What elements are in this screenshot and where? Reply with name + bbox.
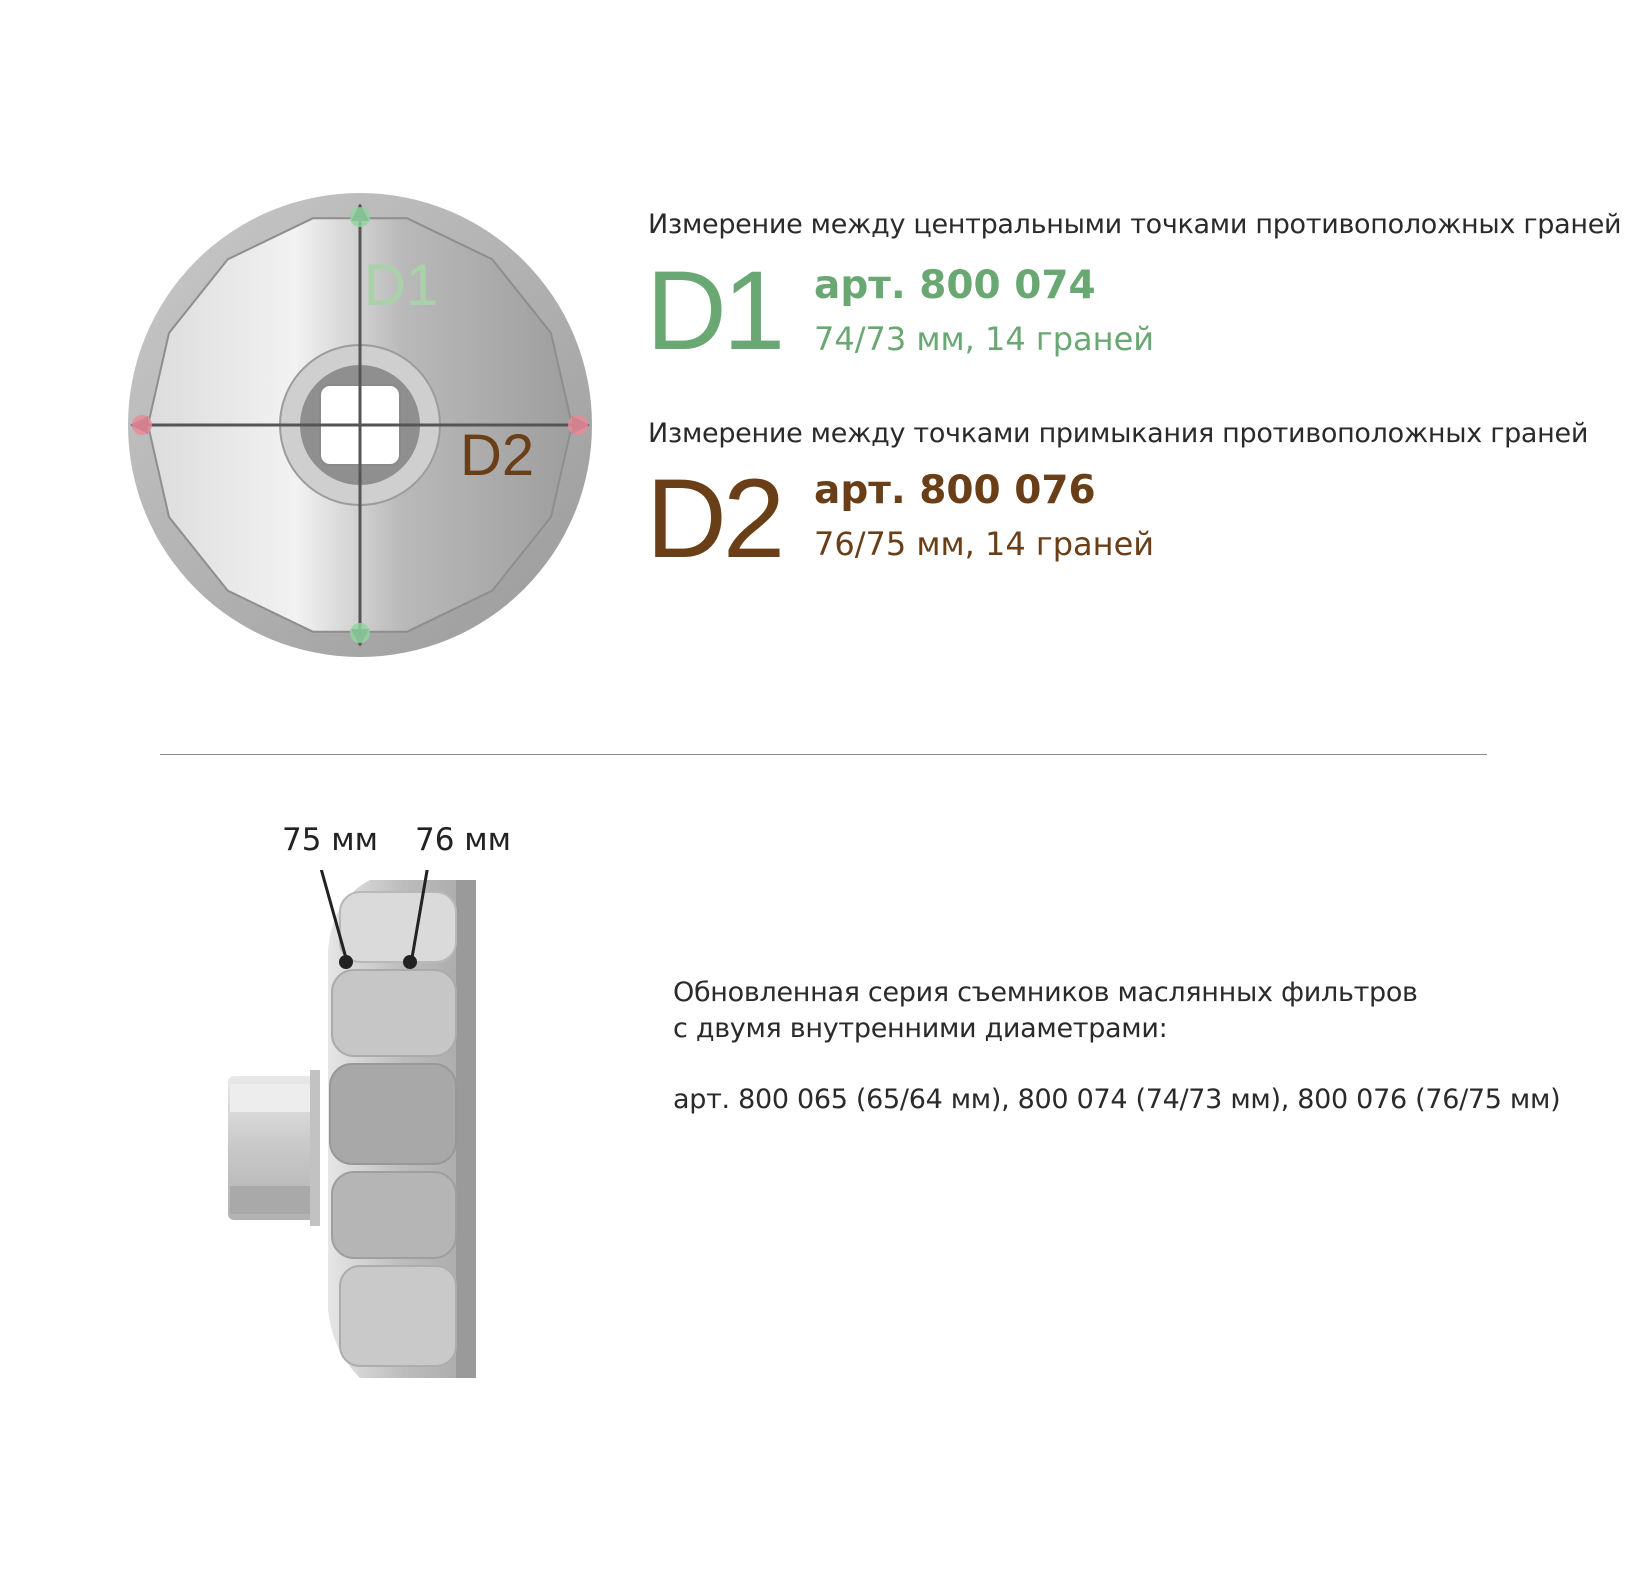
flute-3 bbox=[330, 1064, 456, 1164]
d1-point-top bbox=[350, 207, 370, 227]
label-76mm: 76 мм bbox=[415, 822, 512, 858]
d1-big-letter: D1 bbox=[646, 248, 782, 373]
d2-point-left bbox=[132, 415, 152, 435]
filter-wrench-face-diagram bbox=[120, 185, 600, 665]
flute-1 bbox=[340, 892, 456, 962]
point-75mm bbox=[339, 955, 353, 969]
point-76mm bbox=[403, 955, 417, 969]
d2-diagram-label: D2 bbox=[460, 423, 535, 488]
section-divider bbox=[160, 754, 1487, 755]
d1-diagram-label: D1 bbox=[364, 253, 439, 318]
flute-5 bbox=[340, 1266, 456, 1366]
label-75mm: 75 мм bbox=[282, 822, 379, 858]
d2-point-right bbox=[568, 415, 588, 435]
d2-article: арт. 800 076 bbox=[814, 468, 1096, 513]
info-line-2: с двумя внутренними диаметрами: bbox=[673, 1013, 1168, 1044]
hex-collar bbox=[310, 1070, 320, 1226]
d2-big-letter: D2 bbox=[646, 456, 782, 581]
hex-flat-bottom bbox=[230, 1186, 314, 1214]
d1-article: арт. 800 074 bbox=[814, 263, 1096, 308]
flute-4 bbox=[332, 1172, 456, 1258]
hex-flat-top bbox=[230, 1084, 314, 1112]
d1-spec: 74/73 мм, 14 граней bbox=[814, 320, 1155, 358]
cap-flange bbox=[456, 880, 476, 1378]
info-line-1: Обновленная серия съемников маслянных фильтров bbox=[673, 977, 1418, 1008]
d1-point-bottom bbox=[350, 623, 370, 643]
d2-spec: 76/75 мм, 14 граней bbox=[814, 525, 1155, 563]
filter-wrench-side-diagram bbox=[220, 870, 500, 1390]
d2-description: Измерение между точками примыкания противоположных граней bbox=[648, 418, 1589, 449]
flute-2 bbox=[332, 970, 456, 1056]
info-line-3: арт. 800 065 (65/64 мм), 800 074 (74/73 мм), 800 076 (76/75 мм) bbox=[673, 1084, 1561, 1115]
d1-description: Измерение между центральными точками противоположных граней bbox=[648, 209, 1622, 240]
